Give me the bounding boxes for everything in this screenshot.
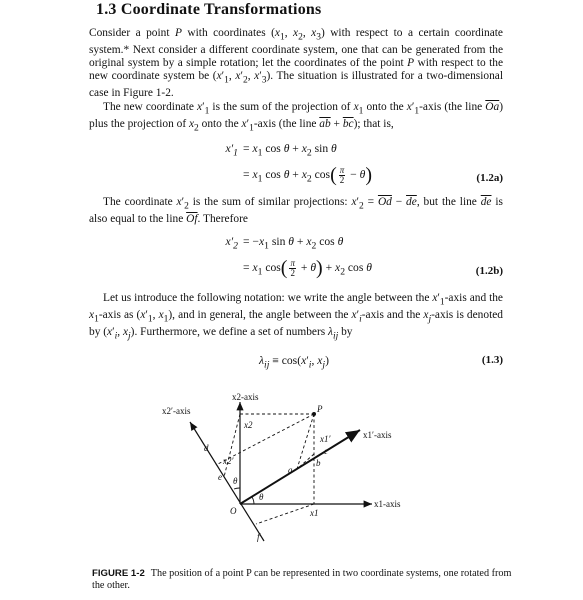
section-heading xyxy=(96,1,321,19)
O-label: O xyxy=(230,506,237,516)
a-label: a xyxy=(288,465,293,475)
x1p-axis-line xyxy=(240,430,360,504)
theta-label-1: θ xyxy=(259,492,264,502)
x1p-label: x1′ xyxy=(320,434,331,444)
theta-label-2: θ xyxy=(233,476,238,486)
paragraph-3: The coordinate $x'_2$ is the sum of similar projections: $x'_2 = \overline{Od} - \overline{de}$, but the line $\overline{de}$ is also equal to the line $\overline{Of}$. Therefore xyxy=(89,196,503,226)
P-label: P xyxy=(317,404,323,414)
x1-label: x1 xyxy=(310,508,319,518)
figure-caption xyxy=(92,568,512,592)
x2-axis-label: x2-axis xyxy=(232,392,259,402)
paragraph-4: Let us introduce the following notation: we write the angle between the $x'_1$-axis and the $x_1$-axis as ($x'_1$, $x_1$), and in general, the angle between the $x'_i$-axis and the $x_j$-axis is denoted by ($x'_i$, $x_j$). Furthermore, we define a set of numbers $\lambda_{ij}$ by xyxy=(89,292,503,342)
equation-number-1-3: (1.3) xyxy=(481,354,503,366)
equation-1-3: $\lambda_{ij} \equiv \cos(x'_i$, $x_j$) (1.3) xyxy=(259,354,503,371)
x2-label: x2 xyxy=(244,420,253,430)
x2p-axis-line xyxy=(190,422,264,541)
b-label: b xyxy=(316,458,321,468)
c-label: c xyxy=(324,446,328,456)
equation-1-2a-line1: $x'_1$ = $x_1$ $\cos \theta + x_2$ sin θ xyxy=(225,142,337,159)
equation-number-1-2a: (1.2a) xyxy=(476,172,503,184)
equation-1-2b-line1: $x'_2$ = $-x_1$ $\sin \theta + x_2$ cos θ xyxy=(225,235,344,252)
equation-1-2a-line2: = $x_1$ $\cos \theta + x_2$ cos( $\frac{\pi}{2}$ − θ) (1.2a) xyxy=(243,164,503,186)
point-P xyxy=(312,412,316,416)
f-label: f xyxy=(257,532,260,542)
e-label: e xyxy=(218,472,222,482)
x2p-axis-label: x2′-axis xyxy=(162,406,191,416)
section-number: 1.3 xyxy=(96,1,117,18)
x1p-axis-label: x1′-axis xyxy=(363,430,392,440)
equation-1-2b-line2: = $x_1$ cos( $\frac{\pi}{2}$ + $\theta) + x_2$ cos θ (1.2b) xyxy=(243,257,503,279)
figure-1-2-diagram xyxy=(160,388,440,564)
section-title: Coordinate Transformations xyxy=(120,1,322,18)
x1-axis-label: x1-axis xyxy=(374,499,401,509)
caption-label: FIGURE 1-2 xyxy=(92,568,145,579)
caption-text: The position of a point P can be represented in two coordinate systems, one rotated from the other. xyxy=(92,568,512,591)
d-label: d xyxy=(204,443,209,453)
equation-number-1-2b: (1.2b) xyxy=(475,265,503,277)
x2p-label: x2′ xyxy=(223,456,234,466)
paragraph-2: The new coordinate $x'_1$ is the sum of the projection of $x_1$ onto the $x'_1$-axis (the line $\overline{Oa}$) plus the projection of $x_2$ onto the $x'_1$-axis (the line $\overline{ab} + \overline{bc}$); that is, xyxy=(89,101,504,134)
paragraph-1: Consider a point P with coordinates ($x_1$, $x_2$, $x_3$) with respect to a certain coordinate system.* Next consider a different coordinate system, one that can be generated from the original system by a simple rotation; let the coordinates of the point P with respect to the new coordinate system be ($x'_1$, $x'_2$, $x'_3$). The situation is illustrated for a two-dimensional case in Figure 1-2. xyxy=(89,27,504,100)
